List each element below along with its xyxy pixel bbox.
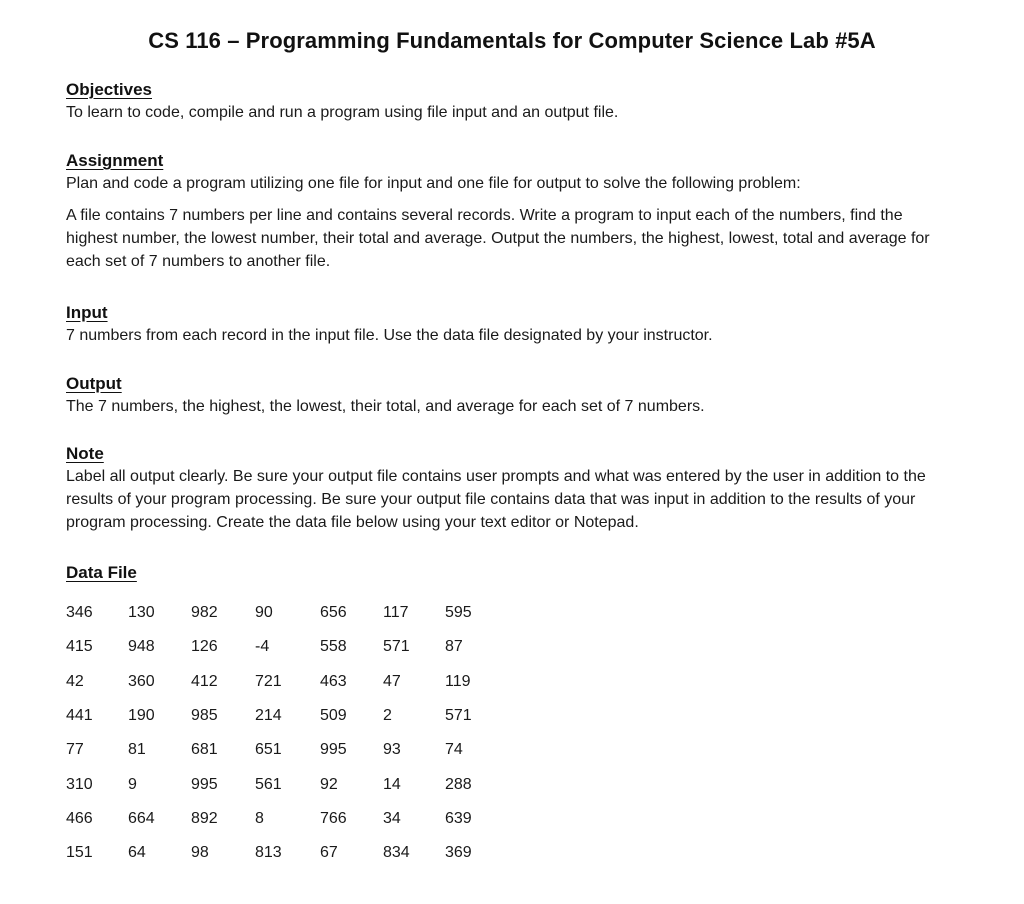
- data-cell: 412: [191, 672, 218, 690]
- data-cell: 77: [66, 741, 84, 759]
- data-cell: 9: [128, 775, 137, 793]
- data-cell: 656: [320, 604, 347, 622]
- data-cell: 463: [320, 672, 347, 690]
- data-cell: 571: [383, 638, 410, 656]
- data-cell: 34: [383, 809, 401, 827]
- data-cell: 81: [128, 741, 146, 759]
- data-cell: 92: [320, 775, 338, 793]
- data-cell: 8: [255, 809, 264, 827]
- assignment-heading: Assignment: [66, 151, 164, 170]
- data-cell: 126: [191, 638, 218, 656]
- note-section: [66, 443, 966, 534]
- data-cell: 651: [255, 741, 282, 759]
- data-cell: 64: [128, 844, 146, 862]
- data-cell: 595: [445, 604, 472, 622]
- input-heading: Input: [66, 303, 108, 322]
- data-cell: 130: [128, 604, 155, 622]
- data-cell: 995: [320, 741, 347, 759]
- output-text: The 7 numbers, the highest, the lowest, their total, and average for each set of 7 numbers.: [66, 398, 705, 415]
- data-row: [66, 767, 495, 801]
- data-file-section: [66, 562, 966, 584]
- data-cell: -4: [255, 638, 270, 656]
- data-cell: 42: [66, 672, 84, 690]
- data-cell: 93: [383, 741, 401, 759]
- data-row: [66, 699, 495, 733]
- data-cell: 360: [128, 672, 155, 690]
- data-cell: 834: [383, 844, 410, 862]
- data-file-table: [66, 596, 495, 870]
- data-cell: 67: [320, 844, 338, 862]
- data-row: [66, 836, 495, 870]
- data-cell: 119: [445, 672, 471, 690]
- data-row: [66, 596, 495, 630]
- data-row: [66, 802, 495, 836]
- data-cell: 561: [255, 775, 282, 793]
- data-cell: 117: [383, 604, 409, 622]
- data-cell: 766: [320, 809, 347, 827]
- document-title: CS 116 – Programming Fundamentals for Computer Science Lab #5A: [148, 28, 876, 53]
- objectives-text: To learn to code, compile and run a program using file input and an output file.: [66, 104, 619, 121]
- data-cell: 87: [445, 638, 463, 656]
- data-row: [66, 630, 495, 664]
- objectives-section: [66, 79, 966, 124]
- note-text: Label all output clearly. Be sure your output file contains user prompts and what was entered by the user in addition to the results of your program processing. Be sure your output file contains data that was input in addition to the results of your program processing. Create the data file below using your text editor or Notepad.: [66, 468, 926, 531]
- data-cell: 985: [191, 707, 218, 725]
- data-cell: 369: [445, 844, 472, 862]
- data-cell: 995: [191, 775, 218, 793]
- output-heading: Output: [66, 374, 122, 393]
- data-cell: 441: [66, 707, 93, 725]
- output-section: [66, 373, 966, 418]
- data-cell: 721: [255, 672, 282, 690]
- objectives-heading: Objectives: [66, 80, 152, 99]
- input-text: 7 numbers from each record in the input file. Use the data file designated by your instructor.: [66, 327, 713, 344]
- data-cell: 214: [255, 707, 282, 725]
- data-cell: 948: [128, 638, 155, 656]
- data-cell: 415: [66, 638, 93, 656]
- data-cell: 288: [445, 775, 472, 793]
- data-cell: 14: [383, 775, 401, 793]
- data-cell: 2: [383, 707, 392, 725]
- data-cell: 509: [320, 707, 347, 725]
- input-section: [66, 302, 966, 347]
- data-cell: 664: [128, 809, 155, 827]
- data-row: [66, 733, 495, 767]
- assignment-text-problem: A file contains 7 numbers per line and contains several records. Write a program to input each of the numbers, find the highest number, the lowest number, their total and average. Output the numbers, the highest, lowest, total and average for each set of 7 numbers to another file.: [66, 207, 930, 270]
- data-cell: 466: [66, 809, 93, 827]
- data-cell: 90: [255, 604, 273, 622]
- data-cell: 639: [445, 809, 472, 827]
- data-cell: 571: [445, 707, 472, 725]
- data-cell: 346: [66, 604, 93, 622]
- data-cell: 558: [320, 638, 347, 656]
- assignment-text-intro: Plan and code a program utilizing one file for input and one file for output to solve the following problem:: [66, 175, 801, 192]
- data-cell: 47: [383, 672, 401, 690]
- data-row: [66, 665, 495, 699]
- data-cell: 681: [191, 741, 218, 759]
- data-cell: 813: [255, 844, 282, 862]
- note-heading: Note: [66, 444, 104, 463]
- data-cell: 74: [445, 741, 463, 759]
- data-cell: 151: [66, 844, 93, 862]
- data-cell: 98: [191, 844, 209, 862]
- data-cell: 892: [191, 809, 218, 827]
- assignment-section: [66, 150, 966, 273]
- data-cell: 982: [191, 604, 218, 622]
- data-cell: 190: [128, 707, 155, 725]
- data-cell: 310: [66, 775, 93, 793]
- data-file-heading: Data File: [66, 563, 137, 582]
